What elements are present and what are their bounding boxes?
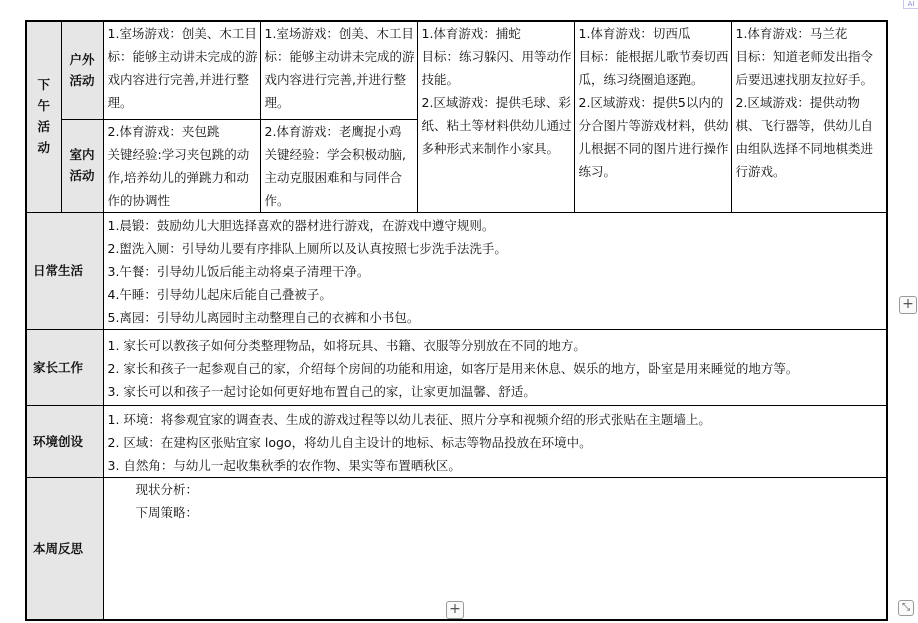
daily-item: 2.盥洗入厕：引导幼儿要有序排队上厕所以及认真按照七步洗手法洗手。 xyxy=(107,240,507,256)
parent-work-row xyxy=(26,329,887,405)
status-analysis-label: 现状分析： xyxy=(135,481,199,497)
parent-item: 3. 家长可以和孩子一起讨论如何更好地布置自己的家，让家更加温馨、舒适。 xyxy=(107,383,536,399)
daily-life-row xyxy=(26,212,887,329)
parent-item: 1. 家长可以教孩子如何分类整理物品，如将玩具、书籍、衣服等分别放在不同的地方。 xyxy=(107,337,586,353)
outdoor-cell-mon[interactable]: 1.室场游戏：创美、木工目标：能够主动讲未完成的游戏内容进行完善,并进行整理。 xyxy=(103,21,260,119)
daily-life-cell[interactable] xyxy=(103,212,887,329)
ai-assistant-icon[interactable]: AI xyxy=(903,0,918,9)
environment-item: 1. 环境：将参观宜家的调查表、生成的游戏过程等以幼儿表征、照片分享和视频介绍的形式张贴在主题墙上。 xyxy=(107,411,711,427)
parent-work-cell[interactable] xyxy=(103,329,887,405)
environment-cell[interactable] xyxy=(103,405,887,477)
parent-item: 2. 家长和孩子一起参观自己的家，介绍每个房间的功能和用途，如客厅是用来休息、娱乐的地方，卧室是用来睡觉的地方等。 xyxy=(107,360,799,376)
reflection-cell[interactable] xyxy=(103,477,887,620)
daily-life-header: 日常生活 xyxy=(26,212,103,329)
reflection-row xyxy=(26,477,887,620)
outdoor-activity-header xyxy=(61,21,103,119)
daily-item: 4.午睡：引导幼儿起床后能自己叠被子。 xyxy=(107,286,332,302)
afternoon-activity-header xyxy=(26,21,61,212)
next-week-strategy-label: 下周策略： xyxy=(135,504,199,520)
outdoor-cell-tue[interactable]: 1.室场游戏：创美、木工目标：能够主动讲未完成的游戏内容进行完善,并进行整理。 xyxy=(260,21,417,119)
indoor-activity-header xyxy=(61,119,103,212)
environment-header: 环境创设 xyxy=(26,405,103,477)
indoor-cell-mon[interactable]: 2.体育游戏：夹包跳 关键经验:学习夹包跳的动作,培养幼儿的弹跳力和动作的协调性 xyxy=(103,119,260,212)
add-column-button[interactable]: + xyxy=(899,296,917,314)
add-row-button[interactable]: + xyxy=(446,601,464,619)
weekly-plan-table xyxy=(25,20,888,621)
indoor-activity-label: 室内活动 xyxy=(69,147,95,183)
table-resize-icon[interactable]: ⤡ xyxy=(898,600,914,616)
afternoon-activity-label: 下午活动 xyxy=(37,77,50,156)
afternoon-outdoor-row xyxy=(26,21,887,119)
indoor-cell-tue[interactable]: 2.体育游戏：老鹰捉小鸡 关键经验：学会积极动脑,主动克服困难和与同伴合作。 xyxy=(260,119,417,212)
daily-item: 3.午餐：引导幼儿饭后能主动将桌子清理干净。 xyxy=(107,263,370,279)
environment-item: 3. 自然角：与幼儿一起收集秋季的农作物、果实等布置晒秋区。 xyxy=(107,457,461,473)
afternoon-cell-fri[interactable]: 1.体育游戏：马兰花 目标：知道老师发出指令后要迅速找朋友拉好手。 2.区域游戏：提供动物棋、飞行器等，供幼儿自由组队选择不同地棋类进行游戏。 xyxy=(731,21,887,212)
reflection-content xyxy=(108,478,885,524)
parent-work-header: 家长工作 xyxy=(26,329,103,405)
afternoon-cell-wed[interactable]: 1.体育游戏：捕蛇 目标：练习躲闪、用等动作技能。 2.区域游戏：提供毛球、彩纸、粘土等材料供幼儿通过多种形式来制作小家具。 xyxy=(417,21,574,212)
reflection-header: 本周反思 xyxy=(26,477,103,620)
environment-row xyxy=(26,405,887,477)
daily-item: 5.离园：引导幼儿离园时主动整理自己的衣裤和小书包。 xyxy=(107,309,420,325)
afternoon-cell-thu[interactable]: 1.体育游戏：切西瓜 目标：能根据儿歌节奏切西瓜，练习绕圈追逐跑。 2.区域游戏：提供5以内的分合图片等游戏材料，供幼儿根据不同的图片进行操作练习。 xyxy=(574,21,731,212)
environment-item: 2. 区域：在建构区张贴宜家 logo，将幼儿自主设计的地标、标志等物品投放在环境中。 xyxy=(107,434,592,450)
outdoor-activity-label: 户外活动 xyxy=(69,51,95,88)
daily-item: 1.晨锻：鼓励幼儿大胆选择喜欢的器材进行游戏，在游戏中遵守规则。 xyxy=(107,217,495,233)
